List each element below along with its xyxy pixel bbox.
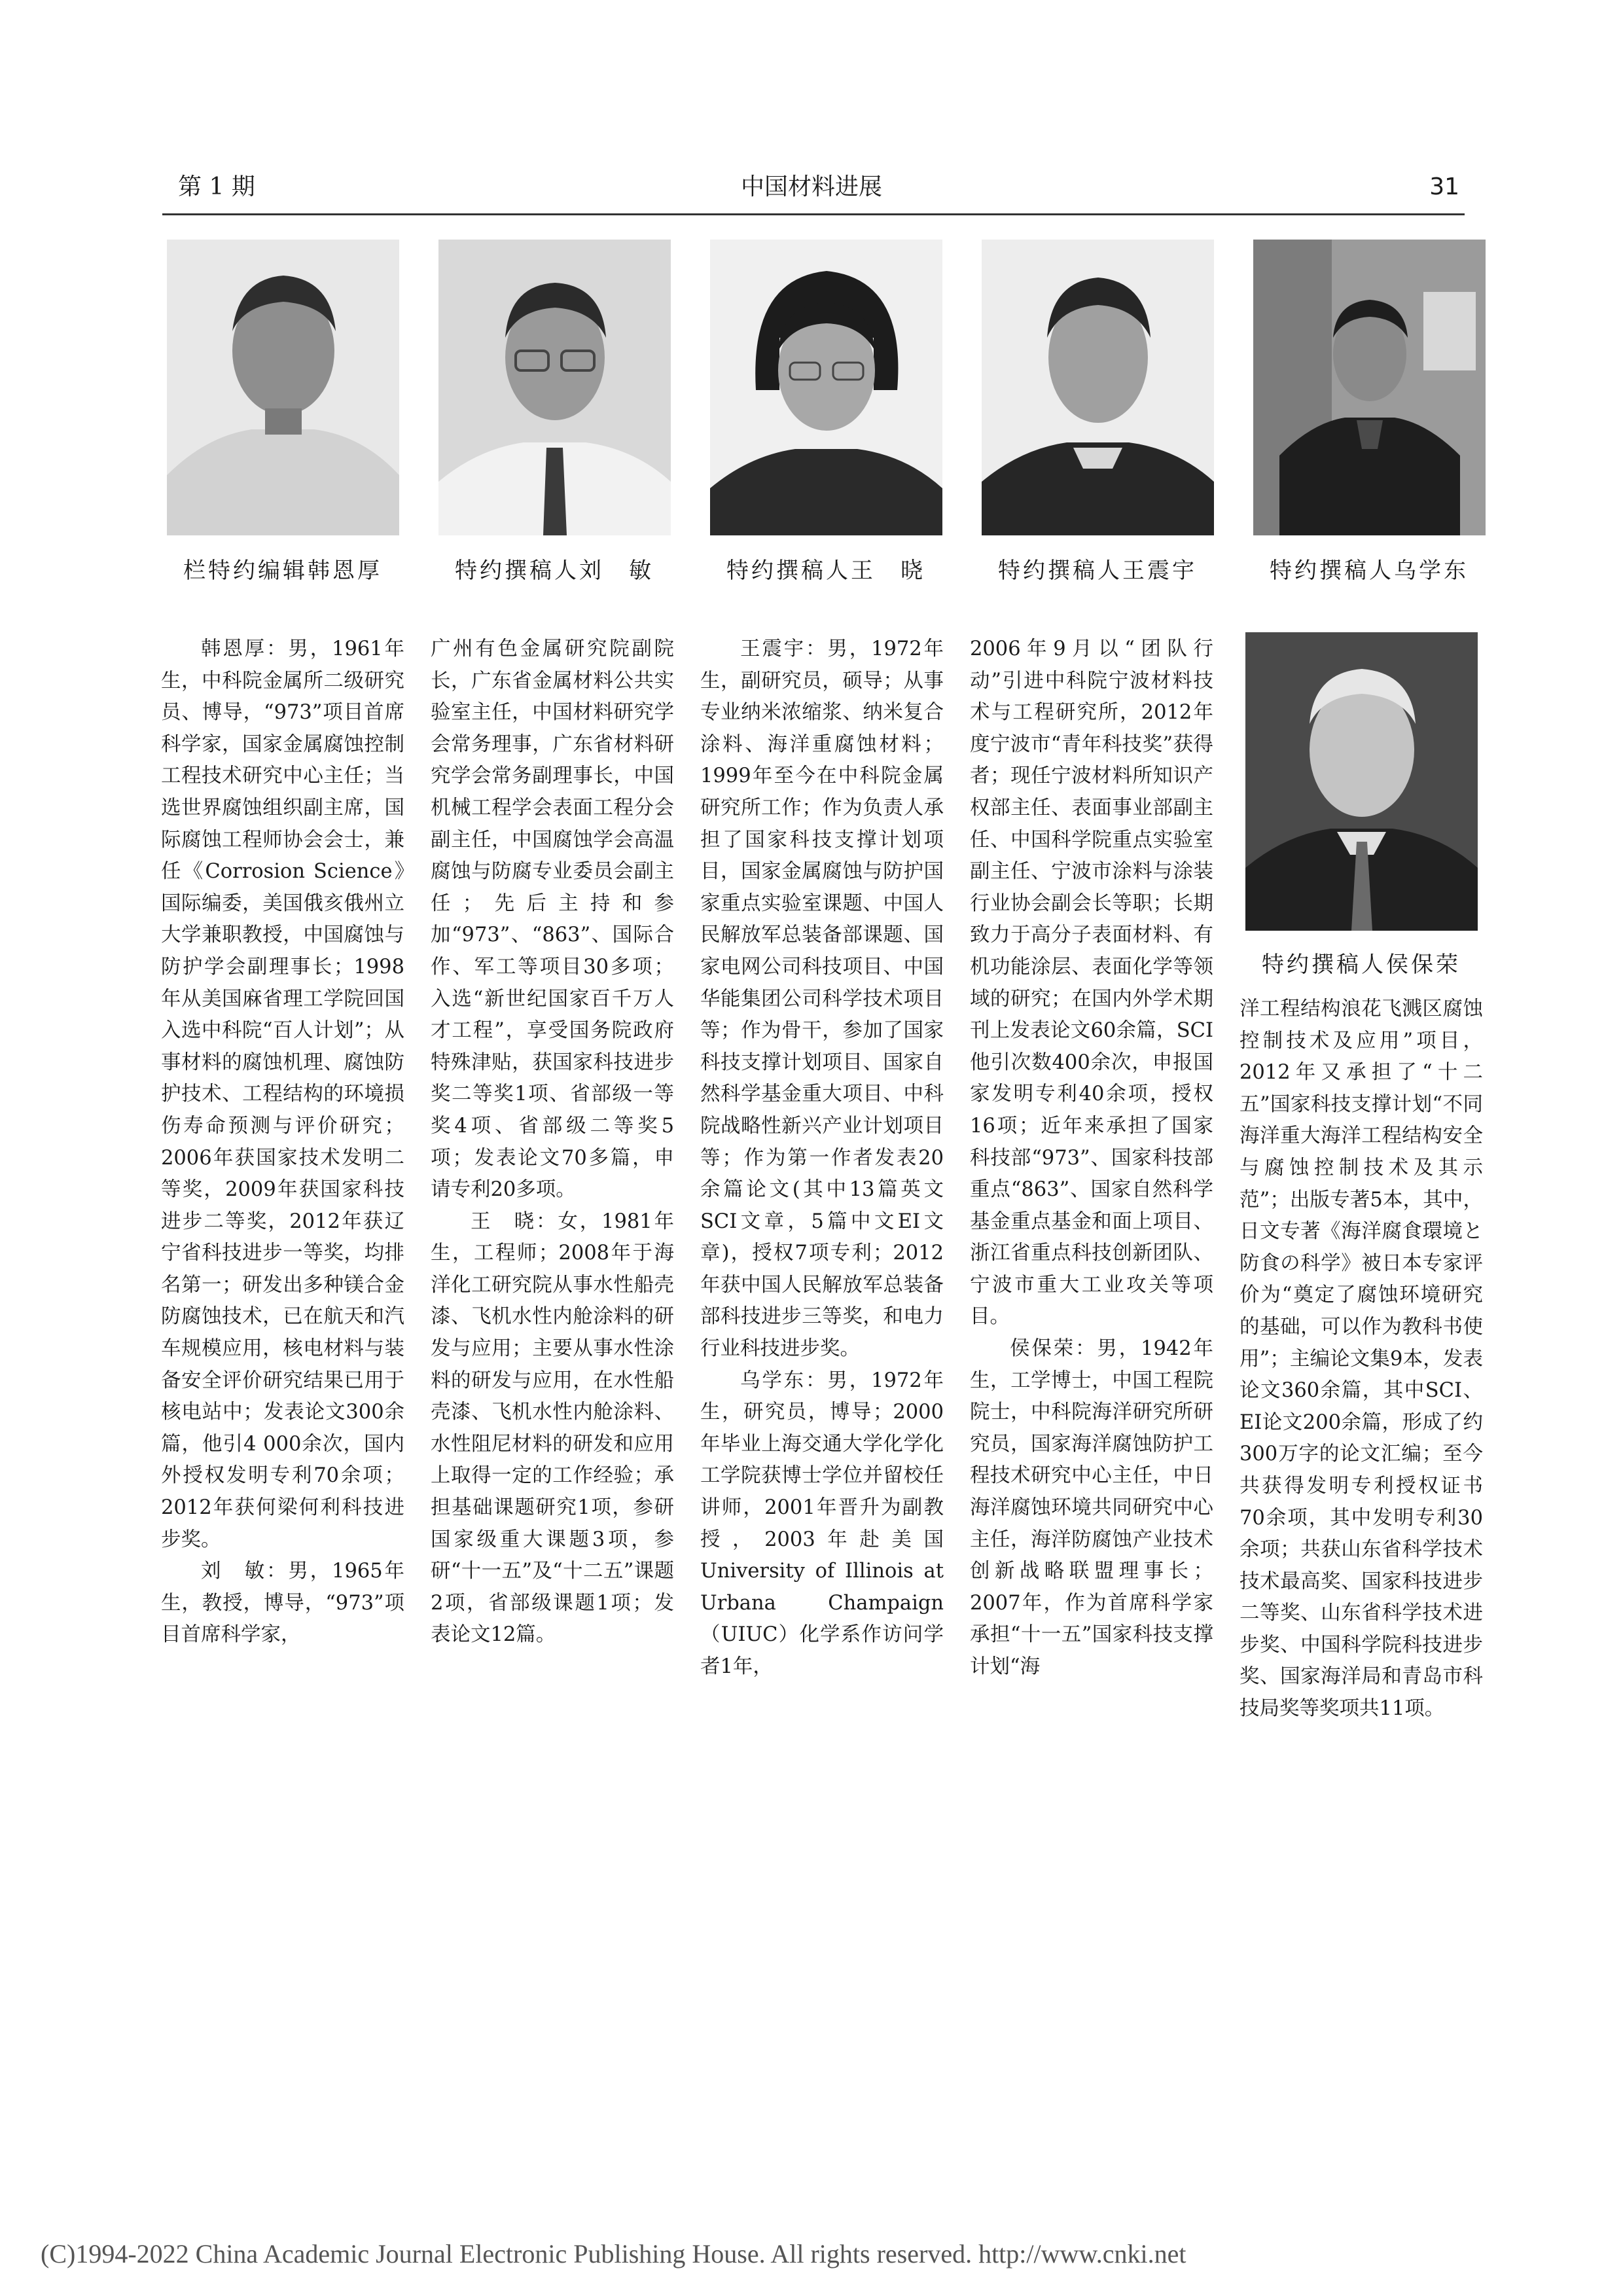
portrait-liu-min (438, 240, 671, 535)
caption-wang-xiao: 特约撰稿人王 晓 (726, 558, 925, 584)
bio-hou-baorong-cont: 洋工程结构浪花飞溅区腐蚀控制技术及应用”项目，2012年又承担了“十二五”国家科技支撑计划“不同海洋重大海洋工程结构安全与腐蚀控制技术及其示范”；出版专著5本，其中，日文专著《海洋腐食環境と防食の科学》被日本专家评价为“奠定了腐蚀环境研究的基础，可以作为教科书使用”；主编论文集9本，发表论文360余篇，其中SCI、EI论文200余篇，形成了约300万字的论文汇编；至今共获得发明专利授权证书70余项，其中发明专利30余项；共获山东省科学技术技术最高奖、国家科技进步二等奖、山东省科学技术进步奖、中国科学院科技进步奖、国家海洋局和青岛市科技局奖等奖项共11项。 (1240, 997, 1483, 1721)
journal-title: 中国材料进展 (740, 173, 882, 200)
portrait-han-enhou (167, 240, 399, 535)
portrait-wang-zhenyu (982, 240, 1214, 535)
bio-wu-xuedong-start: 乌学东：男，1972年生，研究员，博导；2000年毕业上海交通大学化学化工学院获博士学位并留校任讲师，2001年晋升为副教授，2003年赴美国University of Illinois at Urbana Champaign（UIUC）化学系作访问学者1年， (700, 1369, 944, 1678)
bio-han-enhou: 韩恩厚：男，1961年生，中科院金属所二级研究员、博导，“973”项目首席科学家，国家金属腐蚀控制工程技术研究中心主任；当选世界腐蚀组织副主席，国际腐蚀工程师协会会士，兼任《Corrosion Science》国际编委，美国俄亥俄州立大学兼职教授，中国腐蚀与防护学会副理事长；1998年从美国麻省理工学院回国入选中科院“百人计划”；从事材料的腐蚀机理、腐蚀防护技术、工程结构的环境损伤寿命预测与评价研究；2006年获国家技术发明二等奖，2009年获国家科技进步二等奖，2012年获辽宁省科技进步一等奖，均排名第一；研发出多种镁合金防腐蚀技术，已在航天和汽车规模应用，核电材料与装备安全评价研究结果已用于核电站中；发表论文300余篇，他引4 000余次，国内外授权发明专利70余项；2012年获何梁何利科技进步奖。 (161, 637, 404, 1551)
caption-wu-xuedong: 特约撰稿人乌学东 (1270, 558, 1469, 584)
text-column-1 (161, 634, 404, 1651)
copyright-footer: (C)1994-2022 China Academic Journal Electronic Publishing House. All rights reserved. http://www.cnki.net (41, 2239, 1186, 2269)
text-column-5 (1240, 994, 1483, 1725)
bio-liu-min-cont: 广州有色金属研究院副院长，广东省金属材料公共实验室主任，中国材料研究学会常务理事，广东省材料研究学会常务副理事长，中国机械工程学会表面工程分会副主任，中国腐蚀学会高温腐蚀与防腐专业委员会副主任；先后主持和参加“973”、“863”、国际合作、军工等项目30多项；入选“新世纪国家百千万人才工程”，享受国务院政府特殊津贴，获国家科技进步奖二等奖1项、省部级一等奖4项、省部级二等奖5项；发表论文70多篇，申请专利20多项。 (431, 637, 674, 1202)
caption-liu-min: 特约撰稿人刘 敏 (455, 558, 654, 584)
caption-wang-zhenyu: 特约撰稿人王震宇 (998, 558, 1197, 584)
text-column-4 (970, 634, 1213, 1683)
bio-liu-min-start: 刘 敏：男，1965年生，教授，博导，“973”项目首席科学家， (161, 1560, 404, 1647)
text-column-2 (431, 634, 674, 1651)
header-rule (162, 213, 1465, 215)
portrait-wang-xiao (710, 240, 942, 535)
issue-number: 第 1 期 (178, 173, 255, 200)
bio-wang-zhenyu: 王震宇：男，1972年生，副研究员，硕导；从事专业纳米浓缩浆、纳米复合涂料、海洋重腐蚀材料；1999年至今在中科院金属研究所工作；作为负责人承担了国家科技支撑计划项目，国家金属腐蚀与防护国家重点实验室课题、中国人民解放军总装备部课题、国家电网公司科技项目、中国华能集团公司科学技术项目等；作为骨干，参加了国家科技支撑计划项目、国家自然科学基金重大项目、中科院战略性新兴产业计划项目等；作为第一作者发表20余篇论文(其中13篇英文SCI文章，5篇中文EI文章)，授权7项专利；2012年获中国人民解放军总装备部科技进步三等奖，和电力行业科技进步奖。 (700, 637, 944, 1361)
portrait-hou-baorong (1245, 632, 1478, 931)
page-number: 31 (1429, 173, 1459, 200)
text-column-3 (700, 634, 944, 1683)
bio-wang-xiao: 王 晓：女，1981年生，工程师；2008年于海洋化工研究院从事水性船壳漆、飞机水性内舱涂料的研发与应用；主要从事水性涂料的研发与应用，在水性船壳漆、飞机水性内舱涂料、水性阻尼材料的研发和应用上取得一定的工作经验；承担基础课题研究1项，参研国家级重大课题3项，参研“十一五”及“十二五”课题2项，省部级课题1项；发表论文12篇。 (431, 1210, 674, 1647)
caption-hou-baorong: 特约撰稿人侯保荣 (1262, 952, 1461, 978)
portrait-wu-xuedong (1253, 240, 1486, 535)
caption-han-enhou: 栏特约编辑韩恩厚 (183, 558, 382, 584)
bio-hou-baorong-start: 侯保荣：男，1942年生，工学博士，中国工程院院士，中科院海洋研究所研究员，国家海洋腐蚀防护工程技术研究中心主任，中日海洋腐蚀环境共同研究中心主任，海洋防腐蚀产业技术创新战略联盟理事长；2007年，作为首席科学家承担“十一五”国家科技支撑计划“海 (970, 1337, 1213, 1678)
bio-wu-xuedong-cont: 2006年9月以“团队行动”引进中科院宁波材料技术与工程研究所，2012年度宁波市“青年科技奖”获得者；现任宁波材料所知识产权部主任、表面事业部副主任、中国科学院重点实验室副主任、宁波市涂料与涂装行业协会副会长等职；长期致力于高分子表面材料、有机功能涂层、表面化学等领域的研究；在国内外学术期刊上发表论文60余篇，SCI他引次数400余次，申报国家发明专利40余项，授权16项；近年来承担了国家科技部“973”、国家科技部重点“863”、国家自然科学基金重点基金和面上项目、浙江省重点科技创新团队、宁波市重大工业攻关等项目。 (970, 637, 1213, 1329)
